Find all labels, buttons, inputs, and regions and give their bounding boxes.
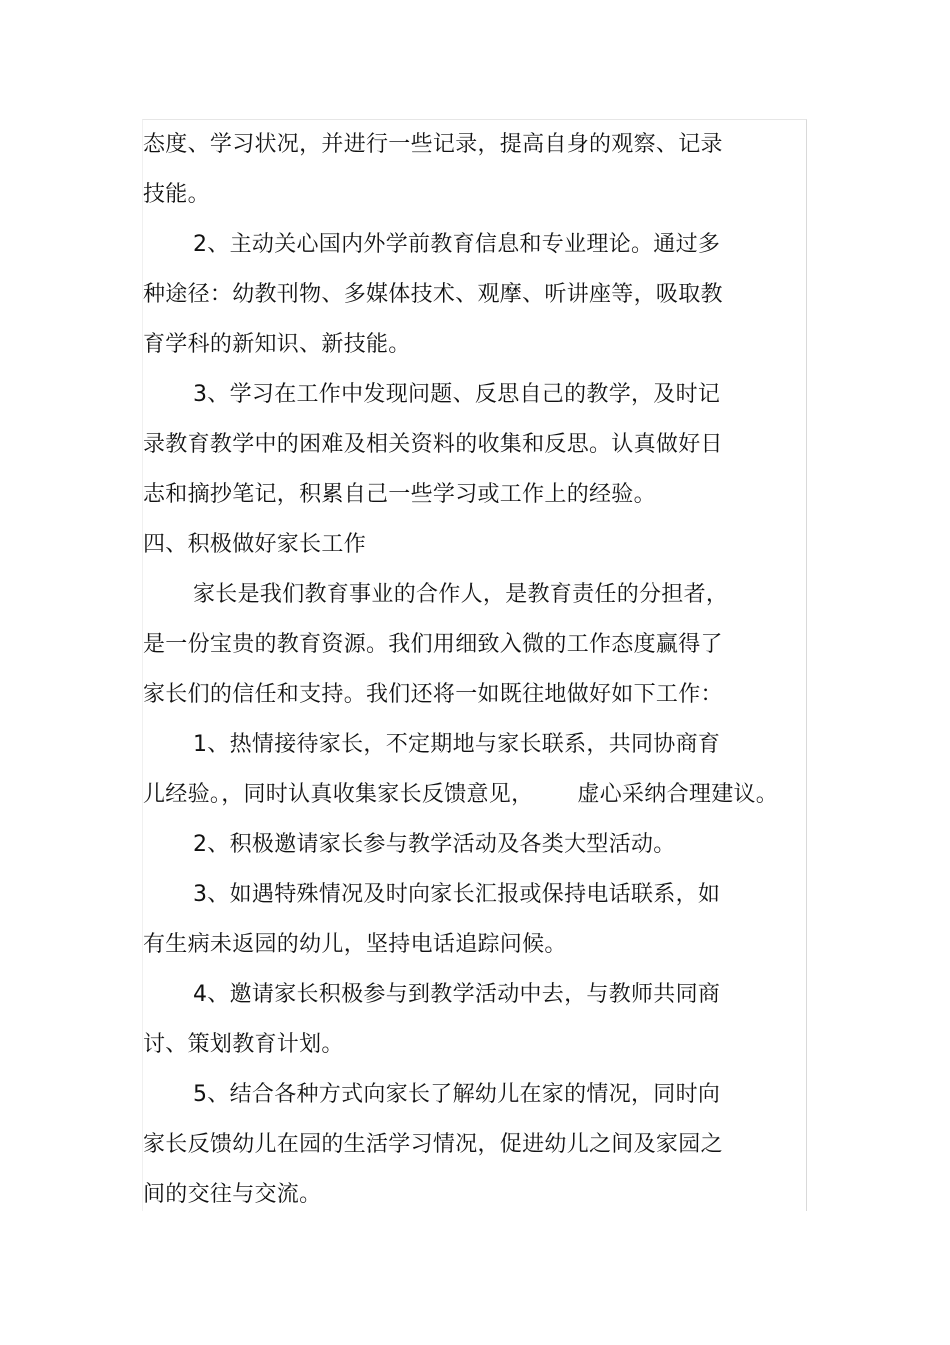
text-line: 家长们的信任和支持。我们还将一如既往地做好如下工作：	[143, 682, 723, 707]
document-body	[143, 120, 803, 1220]
text-line: 育学科的新知识、新技能。	[143, 332, 411, 357]
text-segment: 虚心采纳合理建议。	[577, 782, 779, 807]
list-item-2: 2、积极邀请家长参与教学活动及各类大型活动。	[193, 832, 676, 857]
list-item-4: 4、邀请家长积极参与到教学活动中去，与教师共同商	[193, 982, 721, 1007]
text-line: 种途径：幼教刊物、多媒体技术、观摩、听讲座等，吸取教	[143, 282, 723, 307]
text-line: 有生病未返园的幼儿，坚持电话追踪问候。	[143, 932, 567, 957]
text-line: 录教育教学中的困难及相关资料的收集和反思。认真做好日	[143, 432, 723, 457]
list-item-2: 2、主动关心国内外学前教育信息和专业理论。通过多	[193, 232, 721, 257]
text-line: 态度、学习状况，并进行一些记录，提高自身的观察、记录	[143, 132, 723, 157]
list-item-1: 1、热情接待家长，不定期地与家长联系，共同协商育	[193, 732, 721, 757]
text-line: 间的交往与交流。	[143, 1182, 322, 1207]
text-line: 是一份宝贵的教育资源。我们用细致入微的工作态度赢得了	[143, 632, 723, 657]
text-line: 技能。	[143, 182, 210, 207]
text-line: 志和摘抄笔记，积累自己一些学习或工作上的经验。	[143, 482, 656, 507]
section-heading: 四、积极做好家长工作	[143, 532, 367, 557]
list-item-5: 5、结合各种方式向家长了解幼儿在家的情况，同时向	[193, 1082, 721, 1107]
text-line: 家长反馈幼儿在园的生活学习情况，促进幼儿之间及家园之	[143, 1132, 723, 1157]
text-line: 讨、策划教育计划。	[143, 1032, 344, 1057]
list-item-3: 3、如遇特殊情况及时向家长汇报或保持电话联系，如	[193, 882, 721, 907]
text-segment: 儿经验。，同时认真收集家长反馈意见，	[143, 782, 534, 807]
text-line	[143, 770, 803, 820]
paragraph-start: 家长是我们教育事业的合作人，是教育责任的分担者，	[193, 582, 729, 607]
list-item-3: 3、学习在工作中发现问题、反思自己的教学，及时记	[193, 382, 721, 407]
